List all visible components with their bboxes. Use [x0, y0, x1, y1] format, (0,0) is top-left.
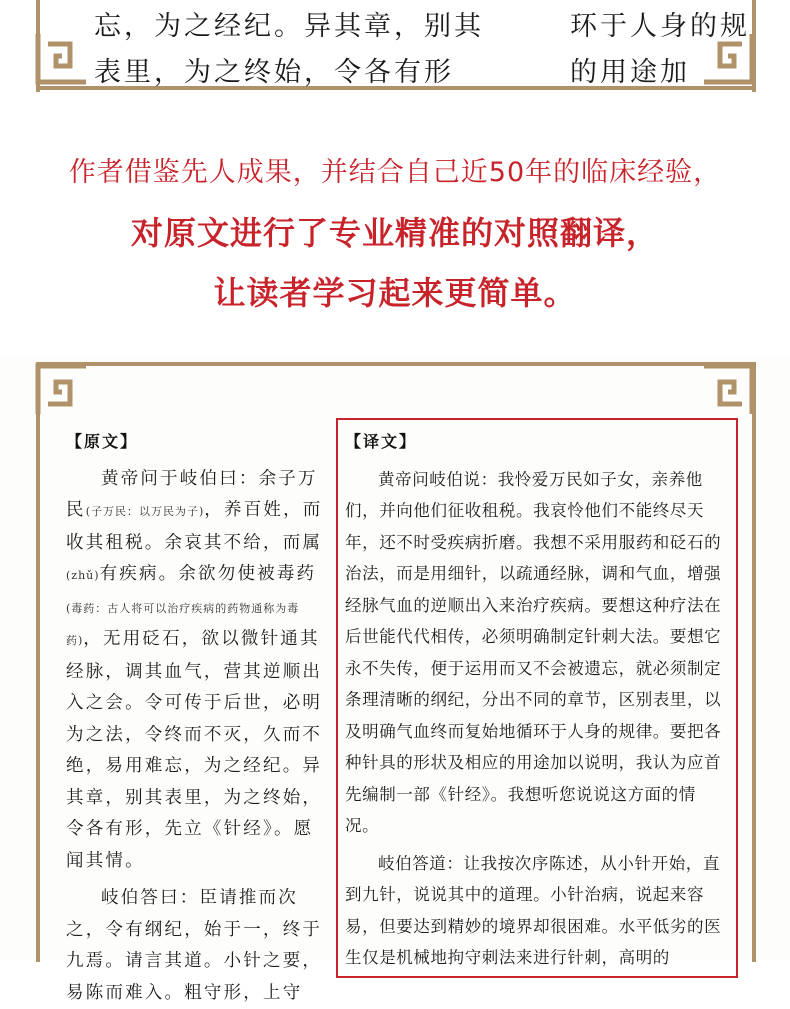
- original-text: ，无用砭石，欲以微针通其经脉，调其血气，营其逆顺出入之会。令可传于后世，必明为之法，令终而不灭，久而不绝，易用难忘，为之经纪。异其章，别其表里，为之终始，令各有形，先立《针经》。愿闻其情。: [66, 629, 323, 871]
- original-text: ，养百姓，而收其租税。余哀其不给，而属: [66, 500, 323, 553]
- fret-corner-ornament-tl: [30, 358, 86, 414]
- original-paragraph-1: [66, 464, 330, 878]
- original-text-column: [66, 426, 330, 1009]
- translation-heading: 【译文】: [345, 432, 418, 451]
- slogan-line-2: 对原文进行了专业精准的对照翻译，: [130, 214, 659, 252]
- translation-column: [345, 426, 730, 974]
- top-right-line: 环于人身的规: [570, 11, 750, 42]
- top-left-line: 忘，为之经纪。异其章，别其: [94, 11, 484, 42]
- top-left-line: 表里，为之终始，令各有形: [94, 57, 454, 88]
- original-heading: 【原文】: [66, 432, 139, 451]
- top-translation-text: [570, 4, 750, 94]
- top-original-text: [94, 4, 484, 94]
- frame-line-left: [36, 362, 40, 962]
- top-page-fragment: [0, 0, 790, 94]
- fret-corner-ornament-bl: [30, 34, 86, 90]
- original-text: 黄帝问于岐伯曰：余子万民: [66, 468, 318, 520]
- frame-line-right: [752, 362, 756, 962]
- annotation: (子万民：以万民为子): [85, 505, 205, 518]
- original-text: 有疾病。余欲勿使被毒药: [99, 564, 317, 584]
- translation-paragraph-1: 黄帝问岐伯说：我怜爱万民如子女，亲养他们，并向他们征收租税。我哀怜他们不能终尽天年，还不时受疾病折磨。我想不采用服药和砭石的治法，而是用细针，以疏通经脉，调和气血，增强经脉气血的逆顺出入来治疗疾病。要想这种疗法在后世能代代相传，必须明确制定针刺大法。要想它永不失传，便于运用而又不会被遗忘，就必须制定条理清晰的纲纪，分出不同的章节，区别表里，以及明确气血终而复始地循环于人身的规律。要把各种针具的形状及相应的用途加以说明，我认为应首先编制一部《针经》。我想听您说说这方面的情况。: [345, 469, 722, 835]
- pinyin-annotation: (zhǔ): [66, 569, 100, 582]
- slogan-line-3: 让读者学习起来更简单。: [213, 274, 577, 312]
- fret-corner-ornament-tr: [704, 358, 760, 414]
- annotation: (毒药：古人将可以治疗疾病的药物通称为毒药): [66, 601, 300, 647]
- top-right-line: 的用途加: [570, 57, 690, 88]
- slogan-line-1: 作者借鉴先人成果，并结合自己近50年的临床经验，: [68, 157, 722, 188]
- translation-paragraph-2: 岐伯答道：让我按次序陈述，从小针开始，直到九针，说说其中的道理。小针治病，说起来容易，但要达到精妙的境界却很困难。水平低劣的医生仅是机械地拘守刺法来进行针刺，高明的: [345, 853, 722, 967]
- original-paragraph-2: 岐伯答曰：臣请推而次之，令有纲纪，始于一，终于九焉。请言其道。小针之要，易陈而难入。粗守形，上守: [66, 888, 323, 1003]
- frame-line-top: [36, 362, 754, 366]
